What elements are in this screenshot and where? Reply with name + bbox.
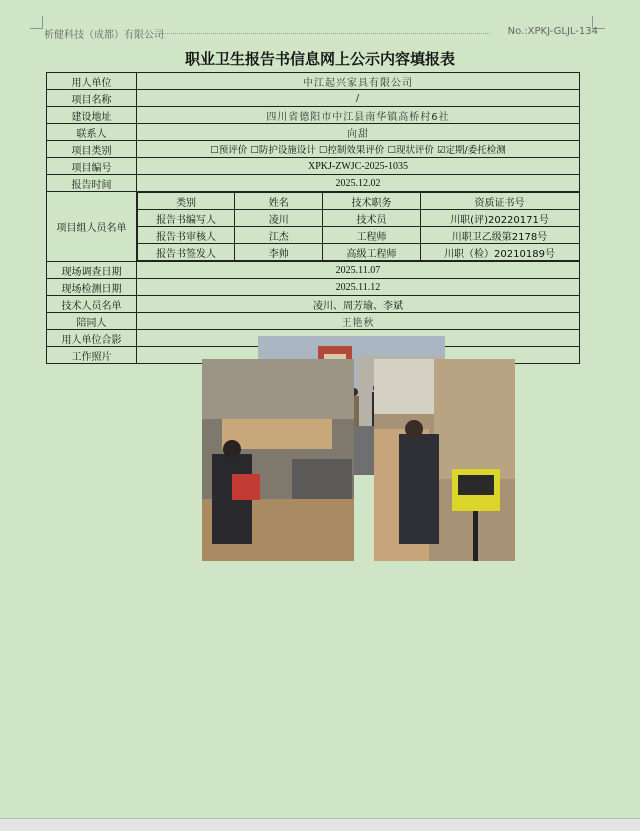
category-options[interactable] <box>137 141 580 158</box>
form-table <box>46 72 580 364</box>
report-time-label: 报告时间 <box>47 175 137 192</box>
member-cert[interactable]: 川职(评)20220171号 <box>420 210 579 227</box>
category-option-status-eval[interactable]: ☐现状评价 <box>387 145 434 156</box>
group-photo-label: 用人单位合影 <box>47 330 137 347</box>
test-date-value[interactable]: 2025.11.12 <box>137 279 580 296</box>
member-cert[interactable]: 川职（检）20210189号 <box>420 244 579 261</box>
member-title[interactable]: 高级工程师 <box>323 244 420 261</box>
table-row <box>138 210 580 227</box>
header-rule <box>160 33 490 34</box>
page-title: 职业卫生报告书信息网上公示内容填报表 <box>184 50 455 68</box>
escort-label: 陪同人 <box>47 313 137 330</box>
category-option-protection-design[interactable]: ☐防护设施设计 <box>250 145 316 156</box>
category-option-control-eval[interactable]: ☐控制效果评价 <box>318 145 385 156</box>
escort-value[interactable]: 王艳秋 <box>137 313 580 330</box>
members-header-cert: 资质证书号 <box>420 193 579 210</box>
corner-mark-tl <box>30 16 43 29</box>
tech-staff-label: 技术人员名单 <box>47 296 137 313</box>
work-photo-cell <box>137 347 580 364</box>
address-label: 建设地址 <box>47 107 137 124</box>
project-no-value[interactable]: XPKJ-ZWJC-2025-1035 <box>137 158 580 175</box>
members-cell <box>137 192 580 262</box>
member-role: 报告书编写人 <box>138 210 235 227</box>
work-photo-1[interactable] <box>202 359 354 561</box>
member-title[interactable]: 工程师 <box>323 227 420 244</box>
survey-date-label: 现场调查日期 <box>47 262 137 279</box>
header-company: 析健科技（成都）有限公司 <box>44 30 164 41</box>
members-header-row <box>138 193 580 210</box>
employer-value[interactable]: 中江起兴家具有限公司 <box>137 73 580 90</box>
test-date-label: 现场检测日期 <box>47 279 137 296</box>
member-cert[interactable]: 川职卫乙级第2178号 <box>420 227 579 244</box>
horizontal-scrollbar[interactable] <box>0 818 640 831</box>
tech-staff-value[interactable]: 凌川、周芳瑜、李斌 <box>137 296 580 313</box>
employer-label: 用人单位 <box>47 73 137 90</box>
project-name-label: 项目名称 <box>47 90 137 107</box>
report-time-value[interactable]: 2025.12.02 <box>137 175 580 192</box>
work-photo-label: 工作照片 <box>47 347 137 364</box>
members-header-name: 姓名 <box>235 193 323 210</box>
header-doc-no: No.:XPKJ-GLJL-134 <box>507 26 598 37</box>
member-role: 报告书签发人 <box>138 244 235 261</box>
project-name-value[interactable]: / <box>137 90 580 107</box>
table-row <box>138 227 580 244</box>
member-title[interactable]: 技术员 <box>323 210 420 227</box>
member-role: 报告书审核人 <box>138 227 235 244</box>
work-photo-2[interactable] <box>374 359 515 561</box>
member-name[interactable]: 江杰 <box>235 227 323 244</box>
member-name[interactable]: 凌川 <box>235 210 323 227</box>
group-photo-cell <box>137 330 580 347</box>
members-header-title: 技术职务 <box>323 193 420 210</box>
members-table <box>137 192 580 261</box>
category-option-periodic-test[interactable]: ☑定期/委托检测 <box>437 145 506 156</box>
contact-value[interactable]: 向甜 <box>137 124 580 141</box>
project-no-label: 项目编号 <box>47 158 137 175</box>
survey-date-value[interactable]: 2025.11.07 <box>137 262 580 279</box>
members-header-role: 类别 <box>138 193 235 210</box>
address-value[interactable]: 四川省德阳市中江县南华镇高桥村6社 <box>137 107 580 124</box>
category-label: 项目类别 <box>47 141 137 158</box>
members-label: 项目组人员名单 <box>47 192 137 262</box>
table-row <box>138 244 580 261</box>
category-option-pre-eval[interactable]: ☐预评价 <box>210 145 248 156</box>
contact-label: 联系人 <box>47 124 137 141</box>
member-name[interactable]: 李帅 <box>235 244 323 261</box>
